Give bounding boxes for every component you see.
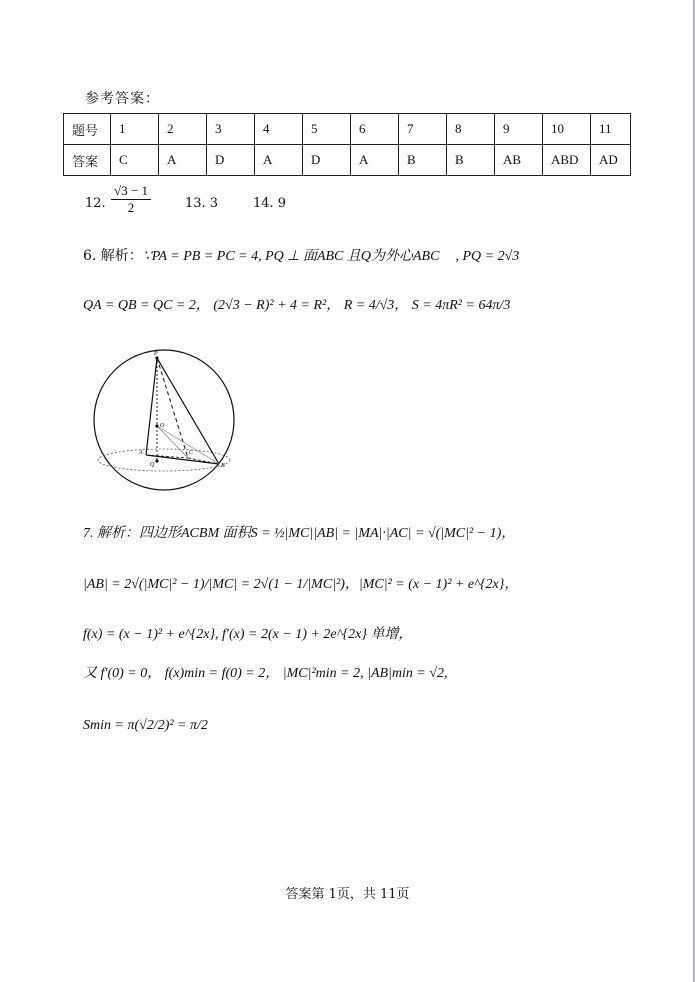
label-A: A [139, 450, 143, 456]
q12-fraction [111, 183, 151, 215]
q12-numerator: √3 − 1 [111, 183, 151, 200]
table-cell: 答案 [64, 145, 111, 176]
q12-label: 12. [85, 196, 106, 211]
answer-table [63, 113, 631, 176]
q7-line4: 又 f′(0) = 0， f(x)min = f(0) = 2， |MC|²min = 2, |AB|min = √2, [83, 666, 448, 681]
table-cell: D [207, 145, 255, 176]
table-cell: 4 [255, 114, 303, 145]
table-cell: 1 [111, 114, 159, 145]
q6-label: 6. 解析： [83, 248, 143, 264]
table-cell: ABD [543, 145, 591, 176]
edge-PA [146, 358, 157, 455]
table-cell: 6 [351, 114, 399, 145]
base-circle [98, 449, 230, 471]
table-cell: D [303, 145, 351, 176]
sphere-diagram [88, 348, 248, 496]
label-Q: Q [150, 462, 155, 468]
table-cell: A [255, 145, 303, 176]
q7-line2: |AB| = 2√(|MC|² − 1)/|MC| = 2√(1 − 1/|MC|²)，|MC|² = (x − 1)² + e^{2x}， [83, 577, 519, 592]
label-B: B [221, 463, 225, 469]
edge-PC [157, 358, 188, 458]
table-cell: 2 [159, 114, 207, 145]
table-cell: 7 [399, 114, 447, 145]
table-cell: 5 [303, 114, 351, 145]
table-cell: A [159, 145, 207, 176]
table-cell: 题号 [64, 114, 111, 145]
q6-statement: ∵PA = PB = PC = 4, PQ ⊥ 面ABC 且Q为外心ABC [142, 249, 440, 264]
q6-pq-length: , PQ = 2√3 [455, 249, 520, 264]
label-C: C [189, 450, 194, 456]
point-Q [155, 459, 158, 462]
table-cell: 11 [591, 114, 631, 145]
point-O [155, 424, 158, 427]
label-P: P [154, 351, 158, 357]
q7-line3: f(x) = (x − 1)² + e^{2x}, f′(x) = 2(x − 1) + 2e^{2x} 单增， [83, 627, 413, 642]
q13-answer: 13. 3 [185, 196, 219, 211]
table-cell: AD [591, 145, 631, 176]
table-cell: 10 [543, 114, 591, 145]
table-cell: 8 [447, 114, 495, 145]
table-cell: C [111, 145, 159, 176]
table-cell: AB [495, 145, 543, 176]
page-footer: 答案第 1页，共 11页 [285, 887, 410, 902]
answer-heading: 参考答案： [85, 91, 160, 107]
q12-denominator: 2 [127, 199, 135, 215]
q6-line2: QA = QB = QC = 2， (2√3 − R)² + 4 = R²， R = 4/√3， S = 4πR² = 64π/3 [83, 298, 511, 313]
table-row-header [64, 114, 631, 145]
table-cell: A [351, 145, 399, 176]
table-cell: 9 [495, 114, 543, 145]
q7-line1: 7. 解析：四边形ACBM 面积S = ½|MC||AB| = |MA|·|AC| = √(|MC|² − 1)， [83, 526, 516, 541]
q7-line5: Smin = π(√2/2)² = π/2 [83, 718, 208, 733]
q6-line1 [83, 245, 519, 265]
table-cell: 3 [207, 114, 255, 145]
q14-answer: 14. 9 [253, 196, 287, 211]
table-row-answer [64, 145, 631, 176]
table-cell: B [447, 145, 495, 176]
table-cell: B [399, 145, 447, 176]
edge-PB [157, 358, 219, 464]
label-O: O [160, 423, 165, 429]
